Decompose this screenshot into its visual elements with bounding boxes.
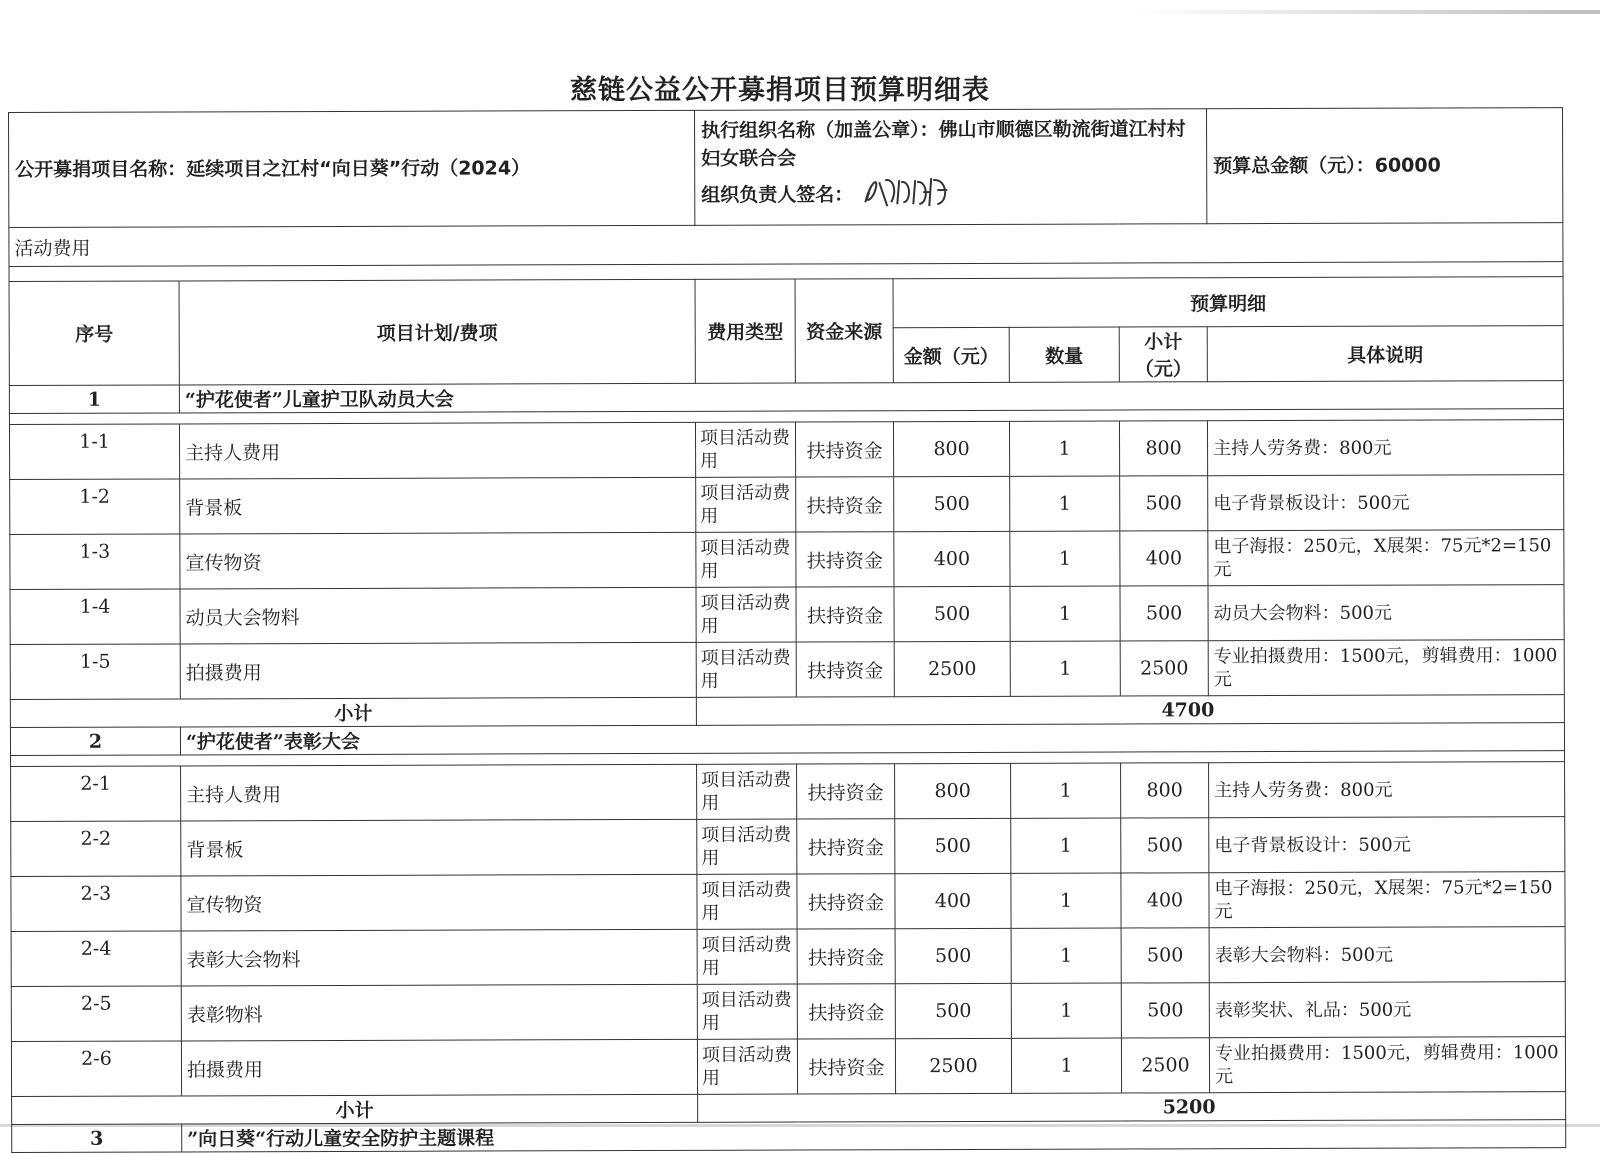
signer-label: 组织负责人签名：	[701, 183, 854, 207]
row-item: 拍摄费用	[180, 642, 696, 699]
row-qty: 1	[1011, 763, 1121, 818]
row-item: 主持人费用	[181, 764, 697, 821]
row-item: 宣传物资	[180, 532, 696, 589]
row-type: 项目活动费用	[697, 819, 797, 874]
row-type: 项目活动费用	[697, 1039, 797, 1094]
row-amount: 800	[893, 421, 1009, 476]
row-amount: 400	[894, 531, 1010, 586]
subtotal-label: 小计	[10, 697, 696, 727]
row-amount: 800	[895, 763, 1011, 818]
row-qty: 1	[1011, 873, 1121, 928]
row-seq: 2-6	[11, 1041, 181, 1097]
row-desc: 主持人劳务费：800元	[1209, 762, 1565, 818]
row-desc: 专业拍摄费用：1500元，剪辑费用：1000元	[1209, 1037, 1565, 1093]
column-header-row	[9, 277, 1563, 331]
org-name: 佛山市顺德区勒流街道江村村妇女联合会	[701, 118, 1186, 170]
table-row	[10, 585, 1564, 645]
row-seq: 2-2	[11, 821, 181, 877]
row-subtotal: 500	[1120, 586, 1208, 641]
row-qty: 1	[1011, 818, 1121, 873]
row-source: 扶持资金	[797, 874, 895, 929]
row-qty: 1	[1010, 531, 1120, 586]
row-source: 扶持资金	[795, 422, 893, 477]
col-subtotal: 小计（元）	[1119, 327, 1207, 382]
col-source: 资金来源	[795, 279, 893, 383]
budget-total-label: 预算总金额（元）：	[1213, 154, 1375, 178]
row-type: 项目活动费用	[697, 929, 797, 984]
row-amount: 500	[895, 983, 1011, 1038]
row-type: 项目活动费用	[696, 587, 796, 642]
section-seq: 1	[9, 385, 179, 414]
row-desc: 表彰奖状、礼品：500元	[1209, 982, 1565, 1038]
document-title: 慈链公益公开募捐项目预算明细表	[570, 75, 990, 106]
row-source: 扶持资金	[796, 532, 894, 587]
row-source: 扶持资金	[797, 819, 895, 874]
row-subtotal: 400	[1121, 873, 1209, 928]
row-item: 背景板	[180, 477, 696, 534]
section-name: ”向日葵“行动儿童安全防护主题课程	[182, 1120, 1566, 1152]
row-seq: 2-3	[11, 876, 181, 932]
row-type: 项目活动费用	[697, 764, 797, 819]
project-name: 延续项目之江村“向日葵”行动（2024）	[186, 157, 531, 181]
subtotal-label: 小计	[12, 1094, 698, 1124]
row-item: 表彰物料	[181, 984, 697, 1041]
row-item: 动员大会物料	[180, 587, 696, 644]
project-name-cell	[9, 110, 695, 227]
row-desc: 电子背景板设计：500元	[1208, 475, 1564, 531]
row-subtotal: 500	[1120, 476, 1208, 531]
budget-total-cell	[1207, 108, 1563, 224]
row-type: 项目活动费用	[696, 477, 796, 532]
row-type: 项目活动费用	[696, 642, 796, 697]
row-source: 扶持资金	[796, 587, 894, 642]
scan-edge	[1130, 10, 1600, 14]
col-type: 费用类型	[695, 279, 795, 383]
budget-sheet	[8, 107, 1565, 1153]
row-desc: 专业拍摄费用：1500元，剪辑费用：1000元	[1208, 640, 1564, 696]
row-desc: 电子海报：250元，X展架：75元*2=150元	[1208, 530, 1564, 586]
row-qty: 1	[1009, 421, 1119, 476]
table-row	[11, 927, 1565, 987]
section-name: “护花使者”表彰大会	[180, 723, 1564, 755]
row-subtotal: 800	[1119, 421, 1207, 476]
subtotal-value: 5200	[698, 1092, 1566, 1123]
row-desc: 电子海报：250元，X展架：75元*2=150元	[1209, 872, 1565, 928]
row-type: 项目活动费用	[696, 532, 796, 587]
table-row	[10, 530, 1564, 590]
row-type: 项目活动费用	[697, 984, 797, 1039]
row-subtotal: 2500	[1120, 641, 1208, 696]
col-detail-group: 预算明细	[893, 277, 1563, 328]
row-item: 宣传物资	[181, 874, 697, 931]
row-source: 扶持资金	[797, 1039, 895, 1094]
table-row	[11, 872, 1565, 932]
row-amount: 500	[894, 586, 1010, 641]
row-subtotal: 500	[1121, 983, 1209, 1038]
row-desc: 电子背景板设计：500元	[1209, 817, 1565, 873]
row-source: 扶持资金	[797, 984, 895, 1039]
category-label: 活动费用	[9, 223, 1563, 267]
row-desc: 动员大会物料：500元	[1208, 585, 1564, 641]
section-seq: 3	[12, 1124, 182, 1153]
category-row	[9, 223, 1563, 267]
col-item: 项目计划/费项	[179, 279, 695, 385]
table-row	[11, 817, 1565, 877]
row-source: 扶持资金	[796, 477, 894, 532]
row-source: 扶持资金	[797, 764, 895, 819]
row-seq: 2-4	[11, 931, 181, 987]
org-label: 执行组织名称（加盖公章）：	[701, 119, 939, 142]
table-row	[9, 420, 1563, 480]
row-subtotal: 500	[1121, 928, 1209, 983]
row-type: 项目活动费用	[695, 422, 795, 477]
row-amount: 500	[895, 818, 1011, 873]
row-seq: 1-3	[10, 534, 180, 590]
row-desc: 主持人劳务费：800元	[1208, 420, 1564, 476]
header-row	[9, 108, 1563, 228]
row-qty: 1	[1010, 641, 1120, 696]
col-amount: 金额（元）	[893, 327, 1009, 382]
row-seq: 1-4	[10, 589, 180, 645]
row-subtotal: 800	[1121, 763, 1209, 818]
section-row	[12, 1120, 1566, 1153]
row-qty: 1	[1010, 586, 1120, 641]
row-seq: 2-1	[11, 766, 181, 822]
col-seq: 序号	[9, 281, 179, 386]
table-row	[11, 762, 1565, 822]
table-row	[11, 1037, 1565, 1097]
row-subtotal: 500	[1121, 818, 1209, 873]
table-row	[11, 982, 1565, 1042]
row-item: 主持人费用	[179, 422, 695, 479]
row-amount: 500	[895, 928, 1011, 983]
row-seq: 1-1	[9, 424, 179, 480]
col-desc: 具体说明	[1207, 326, 1563, 382]
row-type: 项目活动费用	[697, 874, 797, 929]
signature-image	[857, 172, 967, 218]
row-source: 扶持资金	[796, 642, 894, 697]
row-amount: 2500	[895, 1038, 1011, 1093]
row-qty: 1	[1010, 476, 1120, 531]
org-cell	[694, 109, 1206, 226]
section-seq: 2	[10, 727, 180, 756]
budget-total-value: 60000	[1374, 154, 1441, 177]
row-qty: 1	[1011, 1038, 1121, 1093]
row-seq: 1-5	[10, 644, 180, 700]
section-name: “护花使者”儿童护卫队动员大会	[179, 381, 1563, 413]
table-row	[10, 640, 1564, 700]
row-item: 背景板	[181, 819, 697, 876]
project-name-label: 公开募捐项目名称：	[15, 158, 187, 181]
row-seq: 1-2	[10, 479, 180, 535]
row-item: 表彰大会物料	[181, 929, 697, 986]
subtotal-value: 4700	[696, 695, 1564, 726]
row-qty: 1	[1011, 928, 1121, 983]
row-amount: 2500	[894, 641, 1010, 696]
budget-table	[8, 107, 1566, 1153]
col-qty: 数量	[1009, 327, 1119, 382]
row-subtotal: 400	[1120, 531, 1208, 586]
row-amount: 400	[895, 873, 1011, 928]
row-seq: 2-5	[11, 986, 181, 1042]
row-amount: 500	[894, 476, 1010, 531]
row-desc: 表彰大会物料：500元	[1209, 927, 1565, 983]
row-subtotal: 2500	[1121, 1038, 1209, 1093]
table-row	[10, 475, 1564, 535]
row-source: 扶持资金	[797, 929, 895, 984]
row-item: 拍摄费用	[181, 1039, 697, 1096]
row-qty: 1	[1011, 983, 1121, 1038]
